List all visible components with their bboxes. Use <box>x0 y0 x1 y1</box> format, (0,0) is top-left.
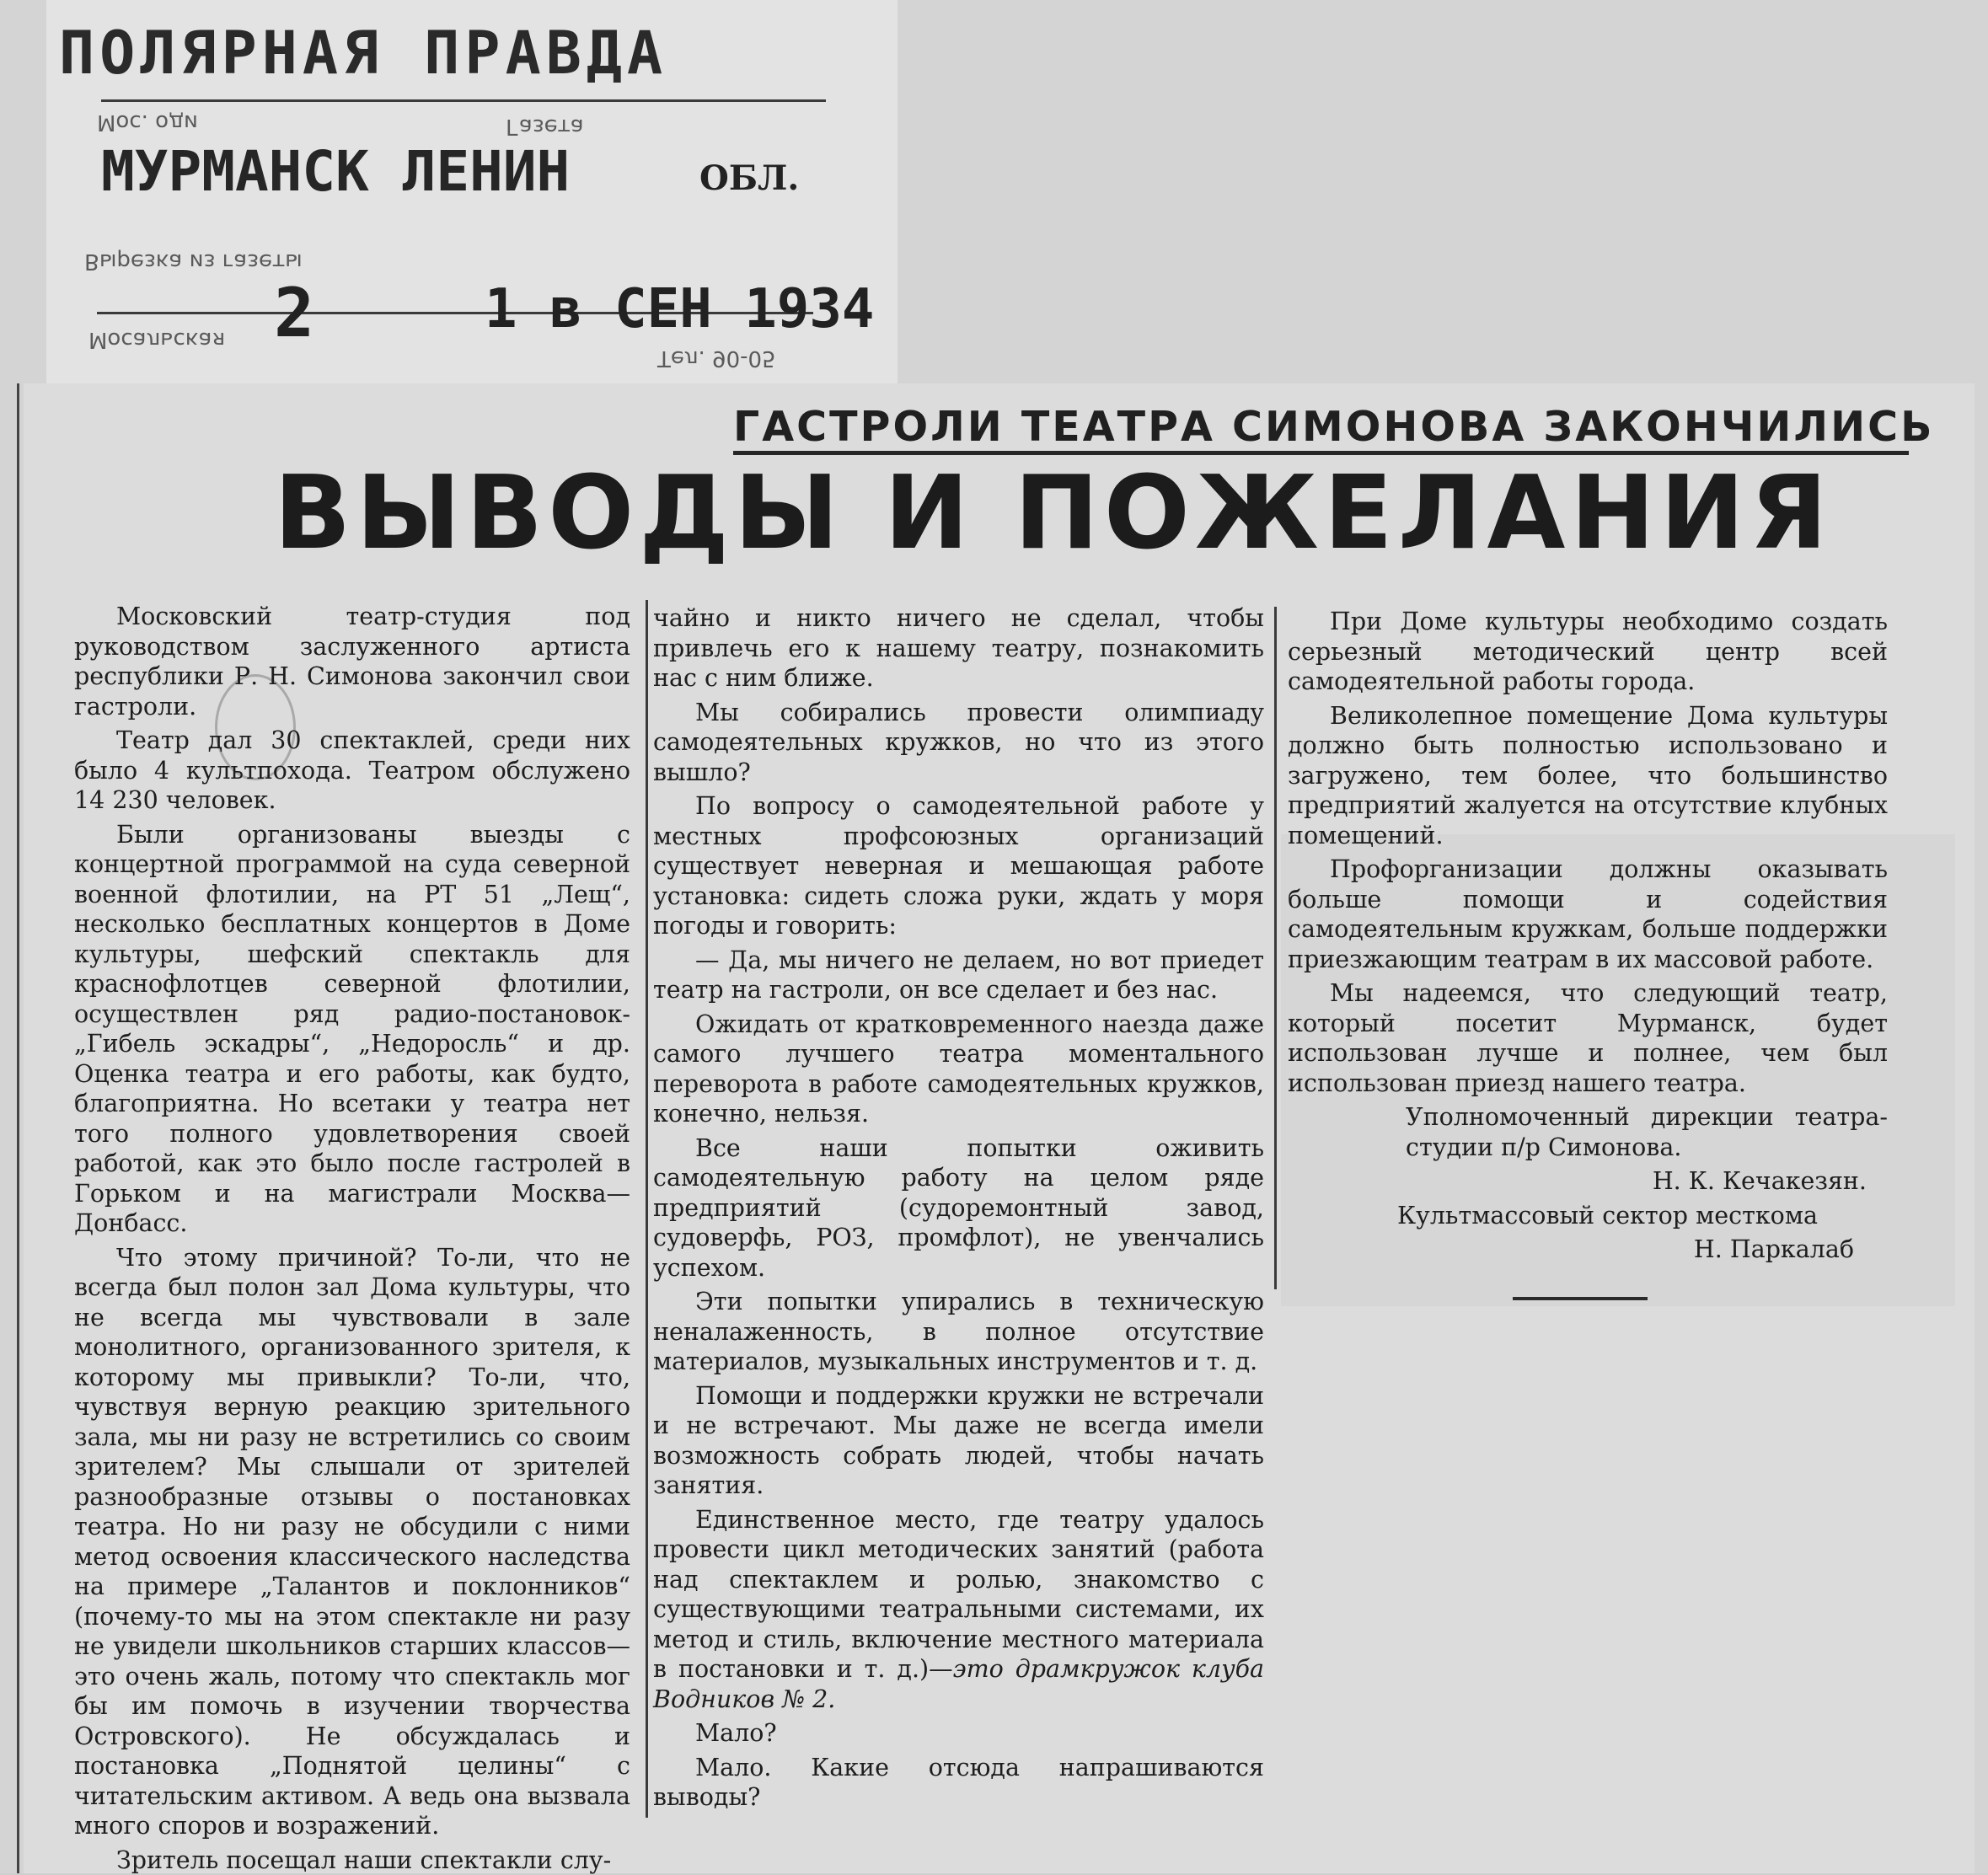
paragraph: По вопросу о самодеятельной работе у местных профсоюзных организаций существует неверная и мешающая работе установка: сидеть сложа руки, ждать у моря погоды и говорить: <box>653 791 1264 941</box>
paragraph: — Да, мы ничего не делаем, но вот приедет театр на гастроли, он все сделает и без нас. <box>653 946 1264 1005</box>
article-end-rule <box>1513 1297 1648 1300</box>
paragraph: чайно и никто ничего не сделал, чтобы привлечь его к нашему театру, познакомить нас с ним ближе. <box>653 603 1264 694</box>
paragraph: Помощи и поддержки кружки не встречали и не встречают. Мы даже не всегда имели возможность собрать людей, чтобы начать занятия. <box>653 1381 1264 1501</box>
article-column-3 <box>1288 607 1888 1269</box>
signature-name: Н. Паркалаб <box>1288 1235 1888 1265</box>
paragraph <box>653 1505 1264 1715</box>
paragraph: Театр дал 30 спектаклей, среди них было 4 культпохода. Театром обслужено 14 230 человек. <box>74 726 630 816</box>
column-rule <box>646 600 648 1818</box>
paragraph: Профорганизации должны оказывать больше помощи и содействия самодеятельным кружкам, больше поддержки приезжающим театрам в их массовой работе. <box>1288 854 1888 974</box>
signature-title: Культмассовый сектор месткома <box>1288 1201 1888 1231</box>
article-column-1 <box>74 602 630 1875</box>
paragraph: Все наши попытки оживить самодеятельную работу на целом ряде предприятий (судоремонтный завод, судоверфь, РОЗ, промфлот), не увенчались успехом. <box>653 1133 1264 1283</box>
clipping-edge <box>17 383 19 1873</box>
stamp-faint-text: Мос. оди <box>97 110 198 135</box>
stamp-faint-text: Вырезка из газеты <box>84 249 303 274</box>
article-rubric: ГАСТРОЛИ ТЕАТРА СИМОНОВА ЗАКОНЧИЛИСЬ <box>733 403 1896 451</box>
stamp-faint-text: Тел. 90-05 <box>657 346 776 371</box>
paragraph: Московский театр-студия под руководством заслуженного артиста республики Р. Н. Симонова закончил свои гастроли. <box>74 602 630 721</box>
paragraph: Зритель посещал наши спектакли слу- <box>74 1846 630 1875</box>
stamp-rule <box>101 99 826 102</box>
paragraph: При Доме культуры необходимо создать серьезный методический центр всей самодеятельной работы города. <box>1288 607 1888 697</box>
column-rule <box>1274 607 1277 1289</box>
paragraph: Мало? <box>653 1718 1264 1749</box>
newspaper-region: ОБЛ. <box>699 158 799 198</box>
paragraph: Мало. Какие отсюда напрашиваются выводы? <box>653 1753 1264 1813</box>
newspaper-masthead: ПОЛЯРНАЯ ПРАВДА <box>59 19 817 88</box>
paragraph: Мы надеемся, что следующий театр, который посетит Мурманск, будет использован лучше и полнее, чем был использован приезд нашего театра. <box>1288 978 1888 1098</box>
paragraph-italic-text: это драмкружок клуба Водников № 2. <box>653 1655 1264 1713</box>
paragraph: Мы собирались провести олимпиаду самодеятельных кружков, но что из этого вышло? <box>653 698 1264 788</box>
paragraph-text: Единственное место, где театру удалось провести цикл методических занятий (работа над спектаклем и ролью, знакомство с существующими театральными системами, их метод и стиль, включение местного материала в постановки и т. д.)— <box>653 1506 1264 1684</box>
article-column-2 <box>653 603 1264 1813</box>
paragraph: Что этому причиной? То-ли, что не всегда был полон зал Дома культуры, что не всегда мы чувствовали в зале монолитного, организованного зрителя, к которому мы привыкли? То-ли, что, чувствуя верную реакцию зрительного зала, мы ни разу не встретились со своим зрителем? Мы слышали от зрителей разнообразные отзывы о постановках театра. Но ни разу не обсудили с ними метод освоения классического наследства на примере „Талантов и поклонников“ (почему-то мы на этом спектакле ни разу не увидели школьников старших классов—это очень жаль, потому что спектакль мог бы им помочь в изучении творчества Островского). Не обсуждалась и постановка „Поднятой целины“ с читательским активом. А ведь она вызвала много споров и возражений. <box>74 1243 630 1841</box>
signature-name: Н. К. Кечакезян. <box>1288 1166 1888 1197</box>
paragraph: Были организованы выезды с концертной программой на суда северной военной флотилии, на РТ 51 „Лещ“, несколько бесплатных концертов в Доме культуры, шефский спектакль для краснофлотцев северной флотилии, осуществлен ряд радио-постановок- „Гибель эскадры“, „Недоросль“ и др. Оценка театра и его работы, как будто, благоприятна. Но всетаки у театра нет того полного удовлетворения своей работой, как это было после гастролей в Горьком и на магистрали Москва—Донбасс. <box>74 820 630 1239</box>
stamp-faint-text: Мосальская <box>88 327 225 352</box>
article-headline: ВЫВОДЫ И ПОЖЕЛАНИЯ <box>274 455 1656 572</box>
signature-title: Уполномоченный дирекции театра-студии п/р Симонова. <box>1288 1102 1888 1162</box>
paragraph: Великолепное помещение Дома культуры должно быть полностью использовано и загружено, тем более, что большинство предприятий жалуется на отсутствие клубных помещений. <box>1288 701 1888 851</box>
stamp-faint-text: Газета <box>506 114 584 139</box>
paragraph: Ожидать от кратковременного наезда даже самого лучшего театра моментального переворота в работе самодеятельных кружков, конечно, нельзя. <box>653 1010 1264 1129</box>
stamp-date: 1 в СЕН 1934 <box>485 278 874 340</box>
stamp-issue-number: 2 <box>274 274 314 352</box>
paragraph: Эти попытки упирались в техническую неналаженность, в полное отсутствие материалов, музыкальных инструментов и т. д. <box>653 1287 1264 1377</box>
newspaper-city: МУРМАНСК ЛЕНИН <box>101 139 674 204</box>
